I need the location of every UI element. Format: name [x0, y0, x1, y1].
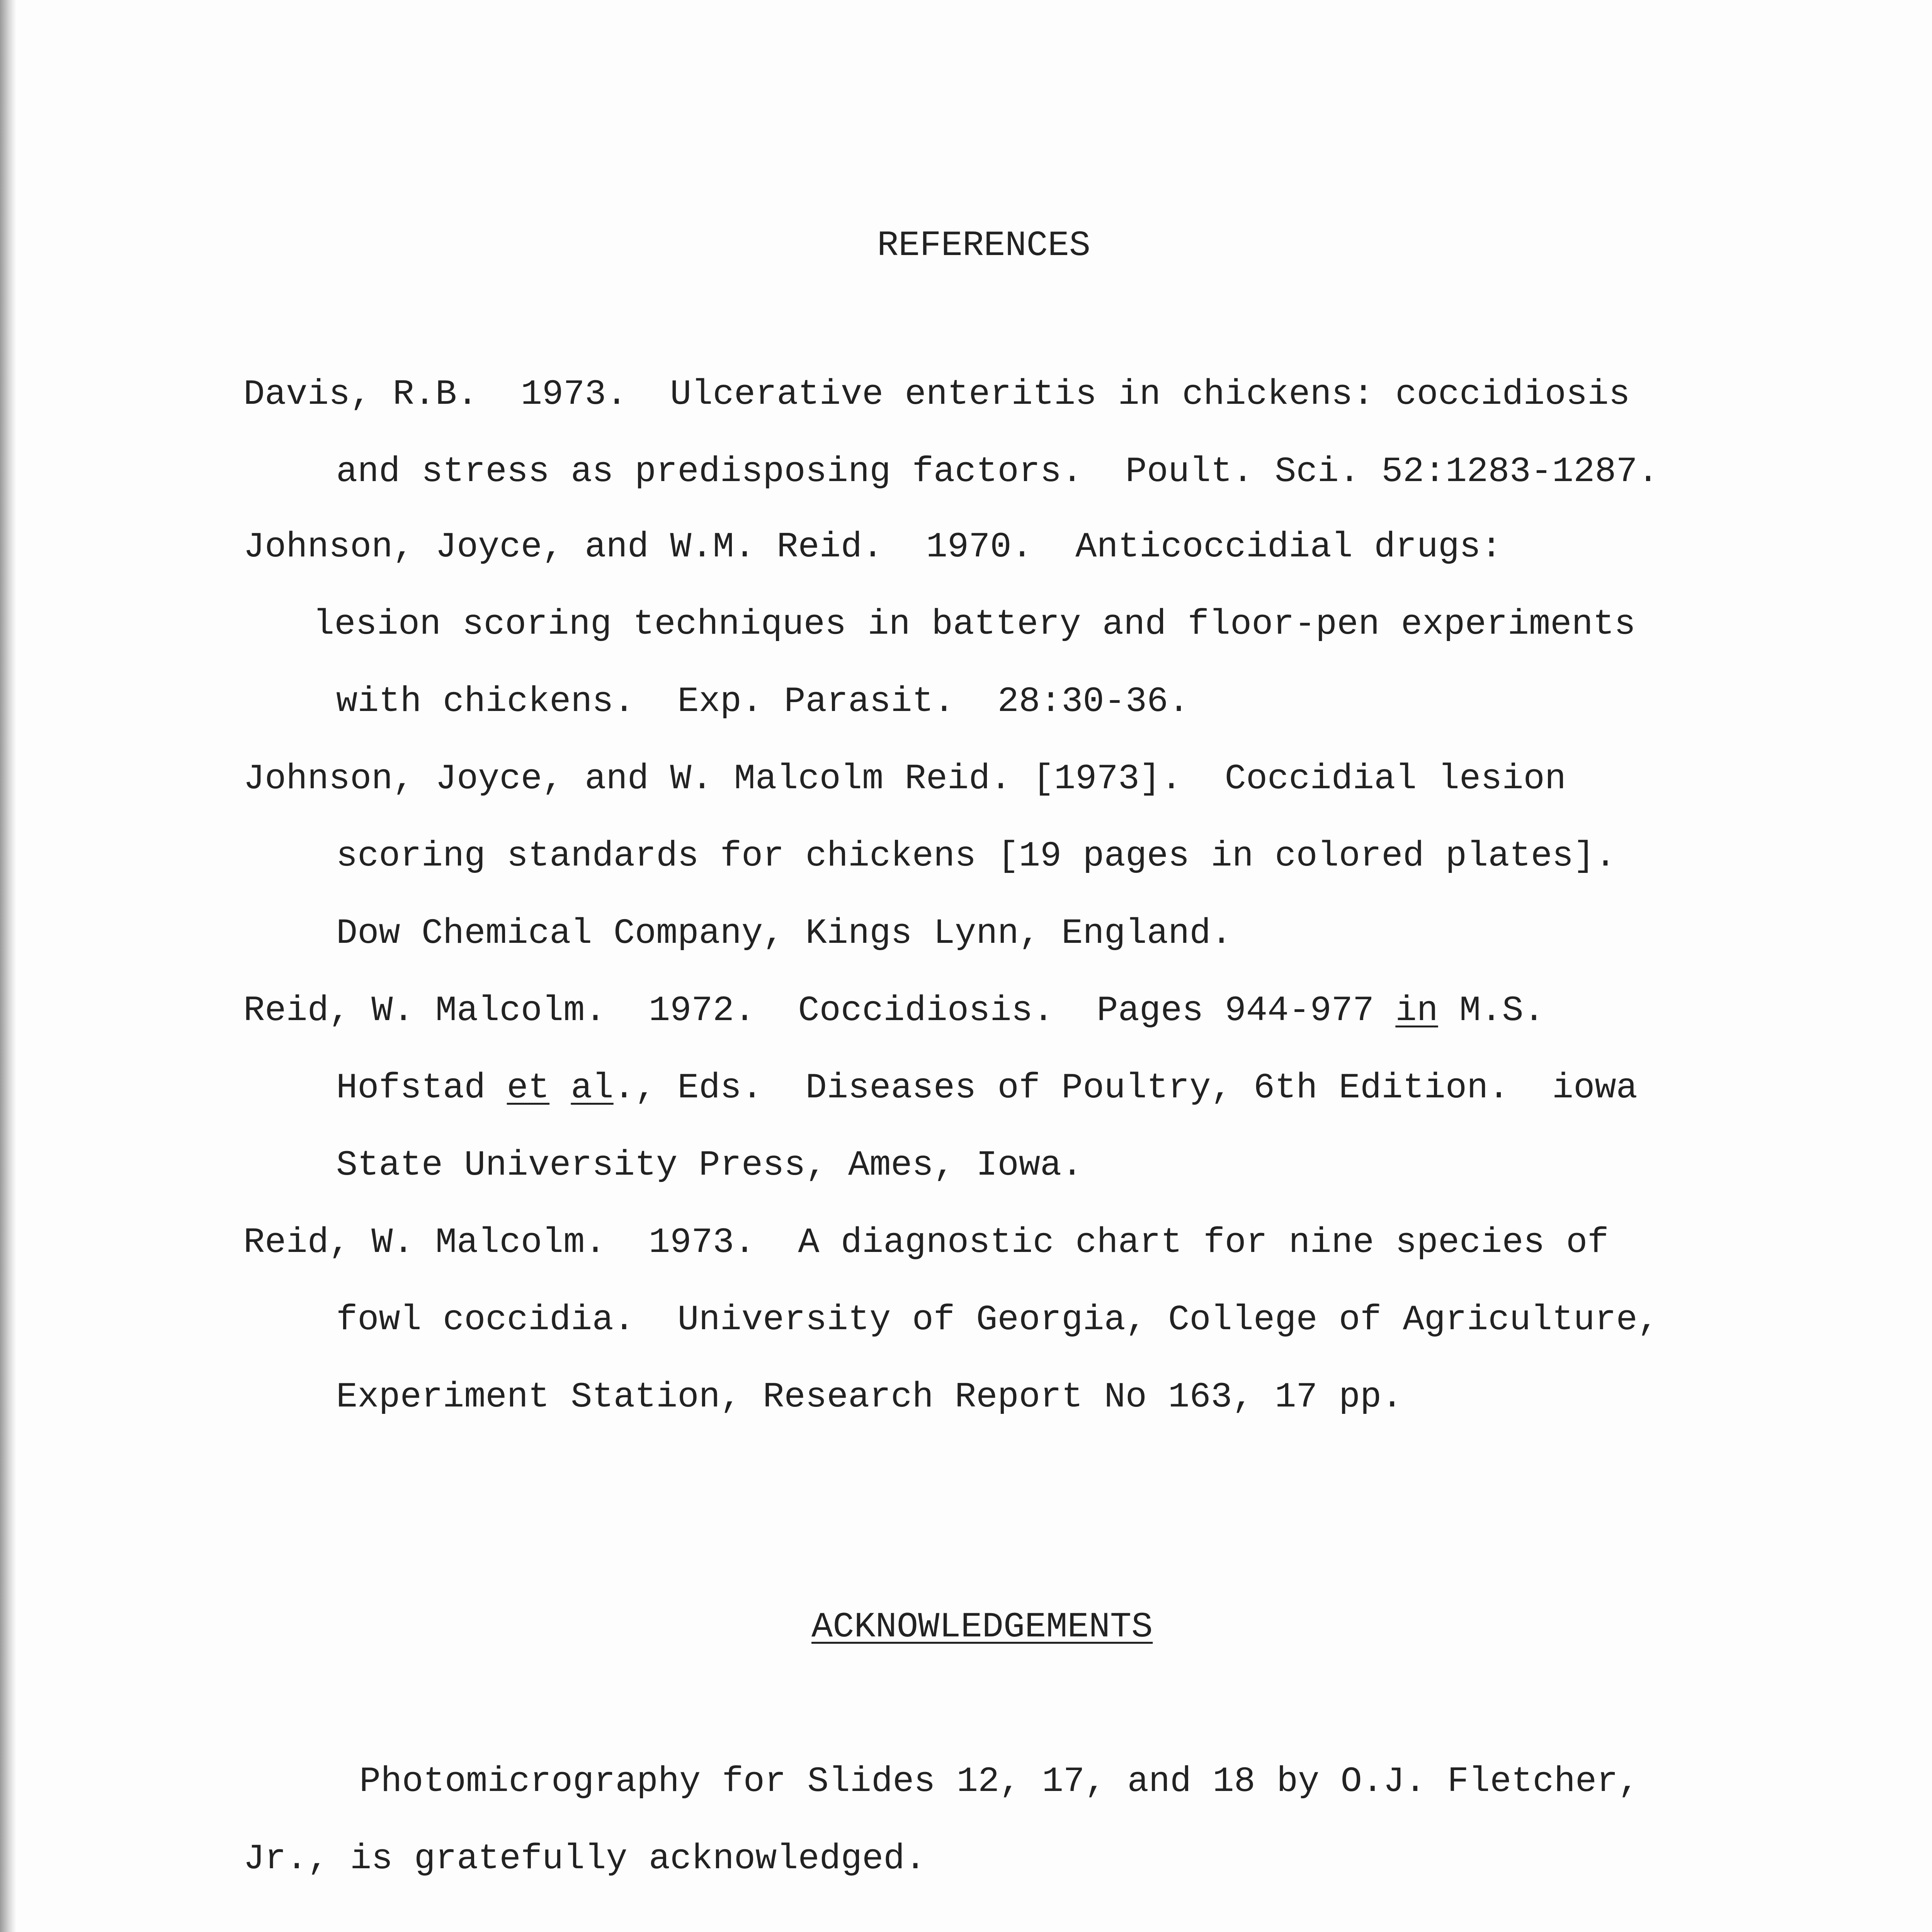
references-heading: REFERENCES: [877, 225, 1091, 266]
reid-1972-line-1-text: Reid, W. Malcolm. 1972. Coccidiosis. Pages 944-977: [243, 990, 1396, 1031]
reference-reid-1973-line-3: Experiment Station, Research Report No 163, 17 pp.: [336, 1377, 1403, 1417]
reference-davis-line-2: and stress as predisposing factors. Poult. Sci. 52:1283-1287.: [336, 451, 1659, 492]
reference-johnson-1973-line-2: scoring standards for chickens [19 pages in colored plates].: [336, 836, 1616, 876]
underlined-in: in: [1395, 990, 1438, 1031]
reid-1972-line-2-start: Hofstad: [336, 1068, 507, 1108]
reference-johnson-1970-line-3: with chickens. Exp. Parasit. 28:30-36.: [336, 681, 1190, 722]
reference-johnson-1973-line-3: Dow Chemical Company, Kings Lynn, England.: [336, 913, 1232, 954]
reference-johnson-1973-line-1: Johnson, Joyce, and W. Malcolm Reid. [1973]. Coccidial lesion: [243, 759, 1566, 799]
reference-davis-line-1: Davis, R.B. 1973. Ulcerative enteritis in chickens: coccidiosis: [243, 374, 1630, 415]
acknowledgements-line-2: Jr., is gratefully acknowledged.: [243, 1838, 926, 1879]
reference-reid-1972-line-3: State University Press, Ames, Iowa.: [336, 1145, 1083, 1185]
reference-johnson-1970-line-2: lesion scoring techniques in battery and floor-pen experiments: [313, 604, 1636, 645]
underlined-et: et: [507, 1068, 550, 1108]
reference-johnson-1970-line-1: Johnson, Joyce, and W.M. Reid. 1970. Anticoccidial drugs:: [243, 527, 1502, 567]
reid-1972-line-1-end: M.S.: [1438, 990, 1545, 1031]
underlined-al: al: [571, 1068, 614, 1108]
acknowledgements-heading: ACKNOWLEDGEMENTS: [811, 1607, 1153, 1647]
reference-reid-1972-line-1: [243, 990, 1545, 1031]
acknowledgements-line-1: Photomicrography for Slides 12, 17, and 18 by O.J. Fletcher,: [359, 1761, 1639, 1802]
space: [549, 1068, 571, 1108]
scan-edge-shadow: [0, 0, 16, 1932]
reference-reid-1973-line-2: fowl coccidia. University of Georgia, College of Agriculture,: [336, 1299, 1659, 1340]
reid-1972-line-2-end: ., Eds. Diseases of Poultry, 6th Edition. iowa: [613, 1068, 1638, 1108]
reference-reid-1972-line-2: [336, 1070, 1638, 1106]
reference-reid-1973-line-1: Reid, W. Malcolm. 1973. A diagnostic chart for nine species of: [243, 1222, 1609, 1263]
